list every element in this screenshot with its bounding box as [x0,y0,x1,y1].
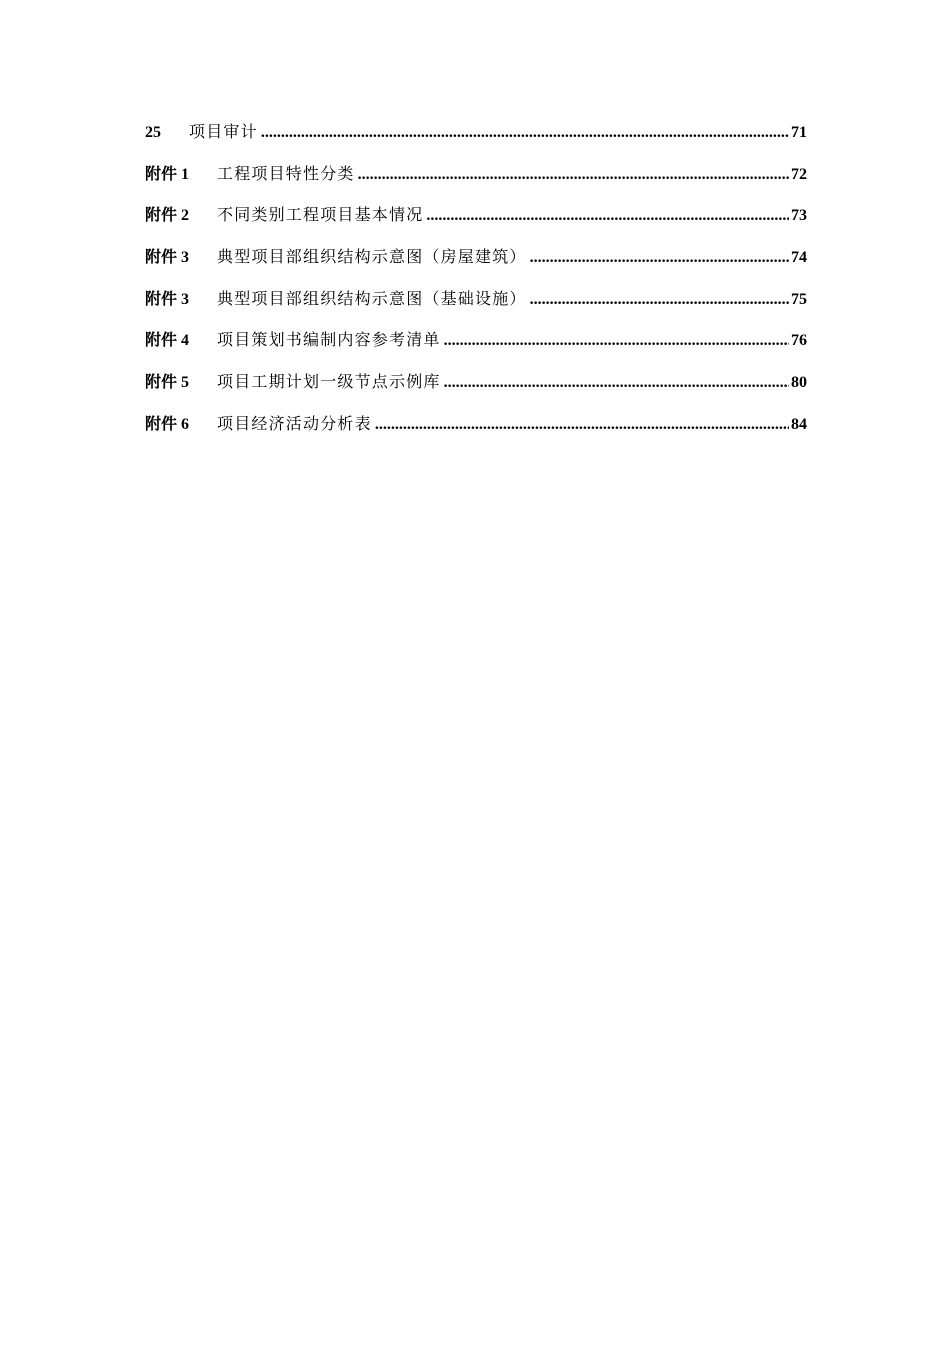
toc-entry-page: 75 [791,290,807,308]
toc-entry-page: 71 [791,124,807,141]
toc-dot-leader [530,286,789,314]
toc-entry-number: 附件 2 [145,207,190,225]
toc-dot-leader [358,161,789,189]
toc-entry-number: 附件 6 [145,415,190,433]
toc-entry-page: 76 [791,332,807,350]
toc-entry-appendix-4[interactable] [145,326,807,368]
toc-entry-number: 附件 3 [145,249,190,267]
toc-entry-appendix-3-building[interactable] [145,243,807,285]
toc-entry-chapter-25[interactable] [145,118,807,160]
toc-entry-appendix-6[interactable] [145,410,807,452]
toc-entry-title: 项目经济活动分析表 [217,413,372,433]
toc-entry-number: 25 [145,124,161,141]
toc-entry-page: 84 [791,415,807,433]
toc-entry-page: 74 [791,249,807,267]
toc-entry-appendix-5[interactable] [145,368,807,410]
toc-entry-title: 典型项目部组织结构示意图（基础设施） [217,288,527,308]
toc-entry-title: 不同类别工程项目基本情况 [217,205,424,225]
toc-entry-page: 73 [791,207,807,225]
toc-entry-page: 80 [791,374,807,392]
toc-dot-leader [426,202,789,230]
toc-entry-number: 附件 3 [145,290,190,308]
toc-dot-leader [261,119,789,147]
table-of-contents [145,118,807,452]
toc-entry-number: 附件 4 [145,332,190,350]
toc-dot-leader [444,369,789,397]
toc-entry-title: 工程项目特性分类 [217,163,355,183]
toc-dot-leader [444,327,789,355]
toc-dot-leader [375,411,789,439]
toc-entry-number: 附件 5 [145,374,190,392]
toc-dot-leader [530,244,789,272]
toc-entry-appendix-2[interactable] [145,201,807,243]
toc-entry-title: 项目工期计划一级节点示例库 [217,372,441,392]
toc-entry-title: 项目策划书编制内容参考清单 [217,330,441,350]
toc-entry-appendix-3-infrastructure[interactable] [145,285,807,327]
toc-entry-title: 典型项目部组织结构示意图（房屋建筑） [217,247,527,267]
toc-entry-title: 项目审计 [189,122,258,141]
toc-entry-number: 附件 1 [145,165,190,183]
toc-entry-page: 72 [791,165,807,183]
toc-entry-appendix-1[interactable] [145,160,807,202]
